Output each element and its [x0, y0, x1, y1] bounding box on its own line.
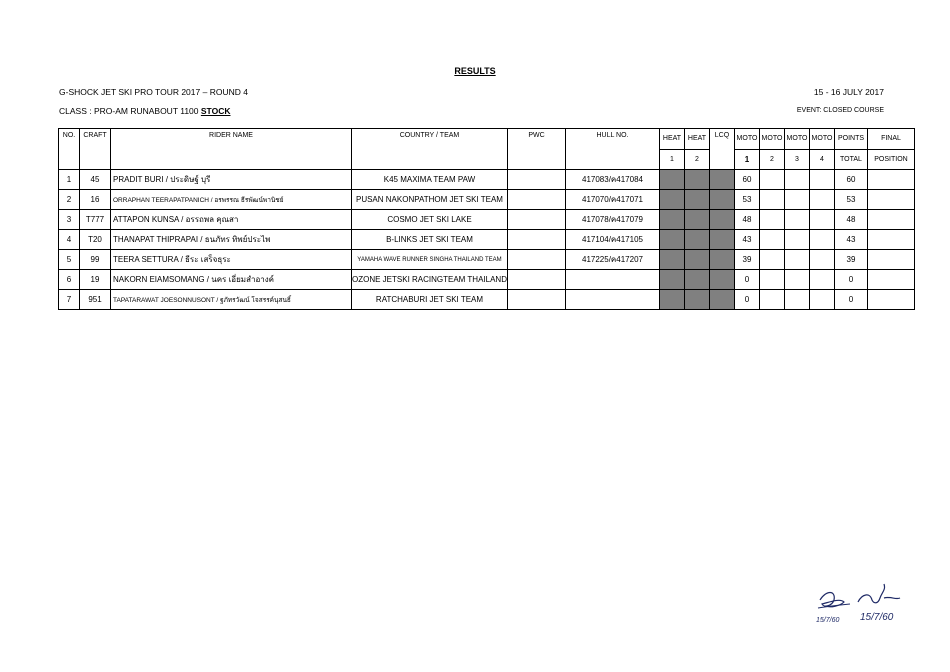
cell-heat1: [659, 210, 684, 230]
cell-points-total: 43: [834, 230, 867, 250]
cell-pwc: [507, 170, 565, 190]
cell-no: 7: [59, 290, 80, 310]
cell-moto2: [759, 210, 784, 230]
cell-craft: T20: [80, 230, 111, 250]
cell-rider-name: TAPATARAWAT JOESONNUSONT / ฐภัทรวัฒน์ โจสรรค์นุสนธิ์: [111, 290, 352, 310]
header-final: FINAL: [867, 129, 914, 150]
table-row: [59, 270, 915, 290]
cell-final-position: [867, 270, 914, 290]
header-moto2-num: 2: [759, 149, 784, 170]
page-title: RESULTS: [454, 66, 496, 76]
cell-country-team: B-LINKS JET SKI TEAM: [352, 230, 508, 250]
cell-craft: 16: [80, 190, 111, 210]
cell-lcq: [709, 190, 734, 210]
cell-moto4: [809, 190, 834, 210]
cell-moto4: [809, 170, 834, 190]
header-points-total: TOTAL: [834, 149, 867, 170]
cell-no: 1: [59, 170, 80, 190]
signature-date-2: 15/7/60: [860, 612, 894, 623]
cell-moto4: [809, 250, 834, 270]
cell-moto3: [784, 290, 809, 310]
header-heat1-num: 1: [659, 149, 684, 170]
header-pwc: PWC: [507, 129, 565, 170]
cell-heat1: [659, 230, 684, 250]
table-row: [59, 250, 915, 270]
cell-moto4: [809, 290, 834, 310]
cell-no: 6: [59, 270, 80, 290]
cell-points-total: 60: [834, 170, 867, 190]
cell-moto2: [759, 270, 784, 290]
cell-moto3: [784, 270, 809, 290]
cell-heat2: [684, 270, 709, 290]
cell-lcq: [709, 230, 734, 250]
cell-no: 2: [59, 190, 80, 210]
cell-craft: 19: [80, 270, 111, 290]
cell-heat1: [659, 290, 684, 310]
cell-country-team: OZONE JETSKI RACINGTEAM THAILAND: [352, 270, 508, 290]
cell-moto2: [759, 250, 784, 270]
cell-moto3: [784, 190, 809, 210]
header-moto1: MOTO: [734, 129, 759, 150]
cell-no: 4: [59, 230, 80, 250]
table-row: [59, 170, 915, 190]
cell-lcq: [709, 250, 734, 270]
event-name: G-SHOCK JET SKI PRO TOUR 2017 – ROUND 4: [59, 87, 248, 97]
cell-craft: 45: [80, 170, 111, 190]
cell-country-team: RATCHABURI JET SKI TEAM: [352, 290, 508, 310]
header-points: POINTS: [834, 129, 867, 150]
cell-country-team: K45 MAXIMA TEAM PAW: [352, 170, 508, 190]
header-craft: CRAFT: [80, 129, 111, 170]
cell-rider-name: THANAPAT THIPRAPAI / ธนภัทร ทิพย์ประไพ: [111, 230, 352, 250]
cell-final-position: [867, 190, 914, 210]
header-moto3: MOTO: [784, 129, 809, 150]
table-row: [59, 190, 915, 210]
cell-rider-name: PRADIT BURI / ประดิษฐ์ บุรี: [111, 170, 352, 190]
header-hull-no: HULL NO.: [565, 129, 659, 170]
cell-heat2: [684, 190, 709, 210]
cell-moto2: [759, 170, 784, 190]
cell-pwc: [507, 210, 565, 230]
cell-country-team: COSMO JET SKI LAKE: [352, 210, 508, 230]
cell-heat1: [659, 190, 684, 210]
cell-moto3: [784, 210, 809, 230]
cell-rider-name: ATTAPON KUNSA / อรรถพล คุณสา: [111, 210, 352, 230]
signature: [810, 572, 910, 632]
table-row: [59, 230, 915, 250]
header-no: NO.: [59, 129, 80, 170]
event-date: 15 - 16 JULY 2017: [813, 87, 884, 97]
cell-lcq: [709, 210, 734, 230]
cell-hull-no: 417083/ค417084: [565, 170, 659, 190]
cell-country-team: PUSAN NAKONPATHOM JET SKI TEAM: [352, 190, 508, 210]
cell-hull-no: 417225/ค417207: [565, 250, 659, 270]
cell-heat2: [684, 210, 709, 230]
cell-moto1: 48: [734, 210, 759, 230]
class-label: CLASS : PRO-AM RUNABOUT 1100: [59, 106, 201, 116]
cell-moto3: [784, 230, 809, 250]
cell-rider-name: NAKORN EIAMSOMANG / นคร เอี่ยมสำอางค์: [111, 270, 352, 290]
cell-rider-name: TEERA SETTURA / ธีระ เสร็จธุระ: [111, 250, 352, 270]
header-heat2-num: 2: [684, 149, 709, 170]
cell-heat1: [659, 270, 684, 290]
cell-pwc: [507, 230, 565, 250]
cell-moto1: 0: [734, 270, 759, 290]
cell-moto1: 43: [734, 230, 759, 250]
cell-hull-no: [565, 290, 659, 310]
header-moto3-num: 3: [784, 149, 809, 170]
cell-points-total: 48: [834, 210, 867, 230]
cell-hull-no: [565, 270, 659, 290]
cell-points-total: 53: [834, 190, 867, 210]
header-moto4-num: 4: [809, 149, 834, 170]
header-moto1-num: 1: [734, 149, 759, 170]
header-lcq: LCQ: [709, 129, 734, 170]
header-final-position: POSITION: [867, 149, 914, 170]
cell-moto1: 39: [734, 250, 759, 270]
cell-pwc: [507, 190, 565, 210]
cell-moto1: 60: [734, 170, 759, 190]
cell-heat2: [684, 170, 709, 190]
header-country-team: COUNTRY / TEAM: [352, 129, 508, 170]
cell-points-total: 39: [834, 250, 867, 270]
cell-moto2: [759, 230, 784, 250]
cell-heat2: [684, 250, 709, 270]
cell-pwc: [507, 290, 565, 310]
event-type: EVENT: CLOSED COURSE: [796, 107, 884, 114]
cell-heat1: [659, 170, 684, 190]
cell-rider-name: ORRAPHAN TEERAPATPANICH / อรพรรณ ธีรพัฒน์พานิชย์: [111, 190, 352, 210]
cell-moto2: [759, 190, 784, 210]
cell-hull-no: 417104/ค417105: [565, 230, 659, 250]
cell-points-total: 0: [834, 290, 867, 310]
cell-points-total: 0: [834, 270, 867, 290]
cell-moto4: [809, 230, 834, 250]
cell-moto4: [809, 210, 834, 230]
header-rider-name: RIDER NAME: [111, 129, 352, 170]
cell-heat2: [684, 230, 709, 250]
cell-no: 3: [59, 210, 80, 230]
cell-craft: T777: [80, 210, 111, 230]
header-heat1: HEAT: [659, 129, 684, 150]
cell-moto3: [784, 250, 809, 270]
cell-pwc: [507, 270, 565, 290]
class-stock: STOCK: [200, 106, 231, 116]
table-row: [59, 290, 915, 310]
signature-date-1: 15/7/60: [816, 617, 840, 624]
cell-country-team: YAMAHA WAVE RUNNER SINGHA THAILAND TEAM: [352, 250, 508, 270]
cell-final-position: [867, 230, 914, 250]
cell-final-position: [867, 210, 914, 230]
class-line: [59, 106, 230, 116]
cell-hull-no: 417070/ค417071: [565, 190, 659, 210]
cell-lcq: [709, 290, 734, 310]
header-moto2: MOTO: [759, 129, 784, 150]
cell-moto2: [759, 290, 784, 310]
cell-moto1: 0: [734, 290, 759, 310]
cell-moto4: [809, 270, 834, 290]
cell-craft: 951: [80, 290, 111, 310]
cell-craft: 99: [80, 250, 111, 270]
cell-lcq: [709, 270, 734, 290]
cell-final-position: [867, 250, 914, 270]
cell-final-position: [867, 290, 914, 310]
cell-pwc: [507, 250, 565, 270]
cell-final-position: [867, 170, 914, 190]
cell-hull-no: 417078/ค417079: [565, 210, 659, 230]
cell-moto3: [784, 170, 809, 190]
cell-lcq: [709, 170, 734, 190]
table-row: [59, 210, 915, 230]
cell-no: 5: [59, 250, 80, 270]
cell-heat1: [659, 250, 684, 270]
header-heat2: HEAT: [684, 129, 709, 150]
results-table: [58, 128, 915, 310]
header-moto4: MOTO: [809, 129, 834, 150]
cell-heat2: [684, 290, 709, 310]
cell-moto1: 53: [734, 190, 759, 210]
